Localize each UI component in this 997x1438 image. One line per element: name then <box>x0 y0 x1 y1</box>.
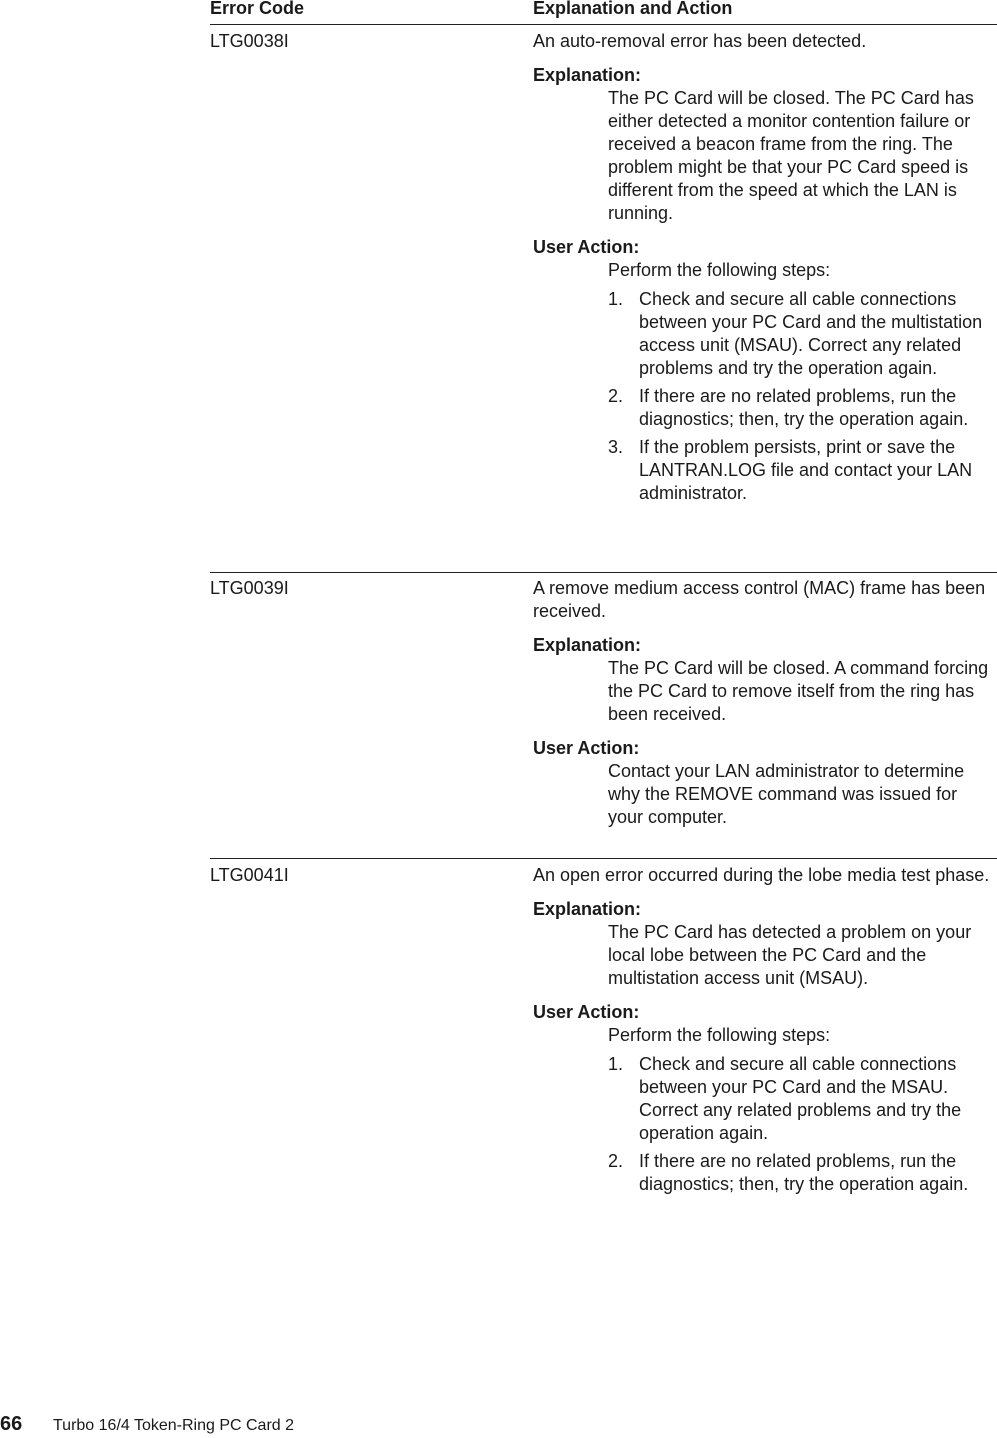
step-text: Check and secure all cable connections between your PC Card and the MSAU. Correct any related problems and try the operation again. <box>639 1054 962 1143</box>
step-number: 1. <box>608 1054 624 1074</box>
error-code: LTG0039I <box>210 578 289 598</box>
step-item <box>608 1053 997 1145</box>
step-text: Check and secure all cable connections between your PC Card and the multistation access unit (MSAU). Correct any related problems and try the operation again. <box>639 289 983 378</box>
user-action-label: User Action: <box>533 1002 640 1022</box>
step-item <box>608 1150 997 1196</box>
user-action-label: User Action: <box>533 237 640 257</box>
user-action-text: Perform the following steps: <box>608 1025 831 1045</box>
column-header-error-code: Error Code <box>210 0 305 18</box>
entry-body <box>533 864 997 1201</box>
error-summary: A remove medium access control (MAC) frame has been received. <box>533 578 986 621</box>
step-number: 2. <box>608 386 624 406</box>
steps-list <box>608 288 997 505</box>
header-rule <box>210 24 997 25</box>
user-action-text: Contact your LAN administrator to determine why the REMOVE command was issued for your computer. <box>608 761 965 827</box>
error-summary: An auto-removal error has been detected. <box>533 31 867 51</box>
explanation-label: Explanation: <box>533 899 642 919</box>
entry-divider <box>210 572 997 573</box>
user-action-label: User Action: <box>533 738 640 758</box>
step-text: If the problem persists, print or save the LANTRAN.LOG file and contact your LAN administrator. <box>639 437 973 503</box>
page-number: 66 <box>0 1413 23 1435</box>
explanation-text: The PC Card has detected a problem on your local lobe between the PC Card and the multistation access unit (MSAU). <box>608 922 972 988</box>
step-text: If there are no related problems, run the diagnostics; then, try the operation again. <box>639 386 969 429</box>
explanation-text: The PC Card will be closed. A command forcing the PC Card to remove itself from the ring has been received. <box>608 658 989 724</box>
user-action-text: Perform the following steps: <box>608 260 831 280</box>
page-footer <box>0 1413 295 1437</box>
error-summary: An open error occurred during the lobe media test phase. <box>533 865 990 885</box>
step-number: 3. <box>608 437 624 457</box>
error-code: LTG0038I <box>210 31 289 51</box>
entry-body <box>533 30 997 510</box>
explanation-text: The PC Card will be closed. The PC Card has either detected a monitor contention failure or received a beacon frame from the ring. The problem might be that your PC Card speed is different from the speed at which the LAN is running. <box>608 88 974 223</box>
column-header-explanation: Explanation and Action <box>533 0 733 18</box>
step-item <box>608 288 997 380</box>
step-item <box>608 385 997 431</box>
step-item <box>608 436 997 505</box>
explanation-label: Explanation: <box>533 635 642 655</box>
explanation-label: Explanation: <box>533 65 642 85</box>
document-title: Turbo 16/4 Token-Ring PC Card 2 <box>53 1417 295 1434</box>
entry-divider <box>210 858 997 859</box>
step-number: 1. <box>608 289 624 309</box>
step-text: If there are no related problems, run the diagnostics; then, try the operation again. <box>639 1151 969 1194</box>
step-number: 2. <box>608 1151 624 1171</box>
steps-list <box>608 1053 997 1196</box>
error-code: LTG0041I <box>210 865 289 885</box>
entry-body <box>533 577 997 829</box>
